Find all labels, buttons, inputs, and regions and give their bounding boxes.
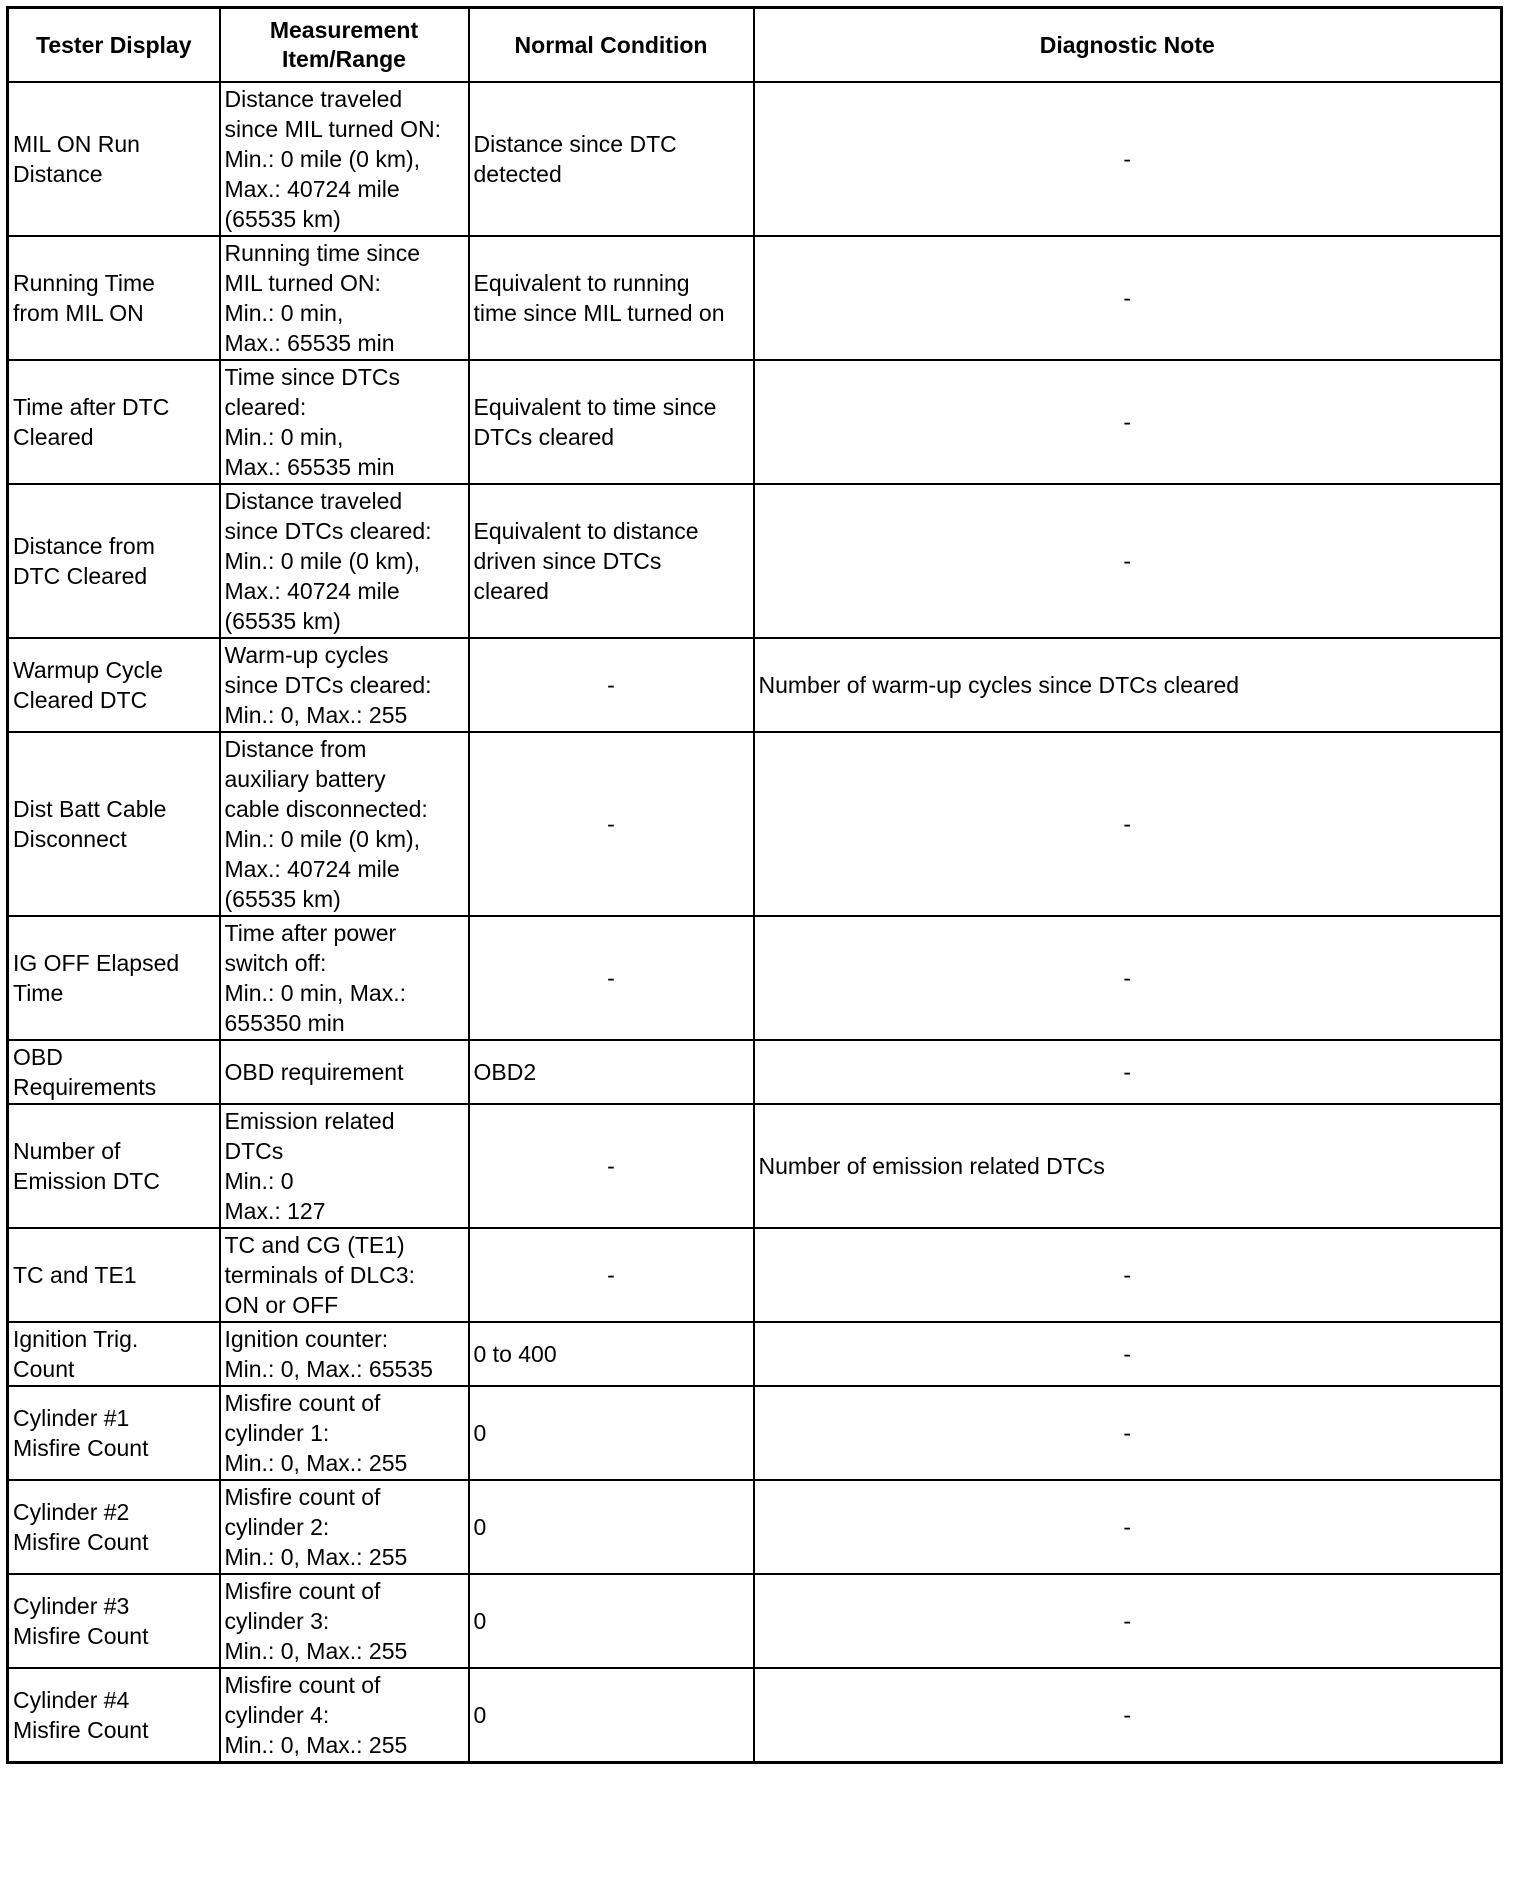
table-row bbox=[8, 1480, 1502, 1574]
measurement-item-cell: Running time since MIL turned ON: Min.: 0 min, Max.: 65535 min bbox=[220, 236, 469, 360]
diagnostic-note-cell: - bbox=[754, 1574, 1502, 1668]
measurement-item-cell: Warm-up cycles since DTCs cleared: Min.: 0, Max.: 255 bbox=[220, 638, 469, 732]
normal-condition-cell: - bbox=[469, 916, 754, 1040]
diagnostic-note-cell: - bbox=[754, 1228, 1502, 1322]
measurement-item-cell: Emission related DTCs Min.: 0 Max.: 127 bbox=[220, 1104, 469, 1228]
tester-display-cell: Cylinder #4 Misfire Count bbox=[8, 1668, 220, 1763]
tester-display-cell: Running Time from MIL ON bbox=[8, 236, 220, 360]
diagnostic-note-cell: - bbox=[754, 1480, 1502, 1574]
normal-condition-cell: 0 bbox=[469, 1386, 754, 1480]
diagnostic-note-cell: - bbox=[754, 732, 1502, 916]
normal-condition-cell: Equivalent to time since DTCs cleared bbox=[469, 360, 754, 484]
diagnostic-note-cell: Number of warm-up cycles since DTCs cleared bbox=[754, 638, 1502, 732]
table-row bbox=[8, 1040, 1502, 1104]
tester-display-cell: Number of Emission DTC bbox=[8, 1104, 220, 1228]
diagnostic-note-cell: - bbox=[754, 1322, 1502, 1386]
diagnostic-note-cell: - bbox=[754, 236, 1502, 360]
tester-display-cell: Time after DTC Cleared bbox=[8, 360, 220, 484]
normal-condition-cell: 0 bbox=[469, 1480, 754, 1574]
table-row bbox=[8, 236, 1502, 360]
tester-display-cell: Cylinder #1 Misfire Count bbox=[8, 1386, 220, 1480]
measurement-item-cell: Distance from auxiliary battery cable disconnected: Min.: 0 mile (0 km), Max.: 40724 mile (65535 km) bbox=[220, 732, 469, 916]
diagnostic-note-cell: - bbox=[754, 82, 1502, 236]
normal-condition-cell: - bbox=[469, 1228, 754, 1322]
diagnostic-note-cell: - bbox=[754, 1668, 1502, 1763]
header-diagnostic-note: Diagnostic Note bbox=[754, 8, 1502, 83]
normal-condition-cell: - bbox=[469, 638, 754, 732]
tester-display-cell: Warmup Cycle Cleared DTC bbox=[8, 638, 220, 732]
tester-display-cell: Distance from DTC Cleared bbox=[8, 484, 220, 638]
tester-display-cell: TC and TE1 bbox=[8, 1228, 220, 1322]
header-measurement-item: Measurement Item/Range bbox=[220, 8, 469, 83]
header-normal-condition: Normal Condition bbox=[469, 8, 754, 83]
normal-condition-cell: 0 bbox=[469, 1668, 754, 1763]
diagnostic-note-cell: - bbox=[754, 484, 1502, 638]
normal-condition-cell: OBD2 bbox=[469, 1040, 754, 1104]
table-row bbox=[8, 1104, 1502, 1228]
table-row bbox=[8, 82, 1502, 236]
table-row bbox=[8, 732, 1502, 916]
table-row bbox=[8, 1322, 1502, 1386]
tester-display-cell: Cylinder #3 Misfire Count bbox=[8, 1574, 220, 1668]
measurement-item-cell: Distance traveled since MIL turned ON: Min.: 0 mile (0 km), Max.: 40724 mile (65535 km) bbox=[220, 82, 469, 236]
normal-condition-cell: Distance since DTC detected bbox=[469, 82, 754, 236]
table-row bbox=[8, 1668, 1502, 1763]
table-row bbox=[8, 360, 1502, 484]
normal-condition-cell: - bbox=[469, 732, 754, 916]
tester-display-cell: Dist Batt Cable Disconnect bbox=[8, 732, 220, 916]
normal-condition-cell: Equivalent to distance driven since DTCs cleared bbox=[469, 484, 754, 638]
table-row bbox=[8, 638, 1502, 732]
diagnostic-note-cell: - bbox=[754, 1386, 1502, 1480]
measurement-item-cell: OBD requirement bbox=[220, 1040, 469, 1104]
normal-condition-cell: 0 bbox=[469, 1574, 754, 1668]
measurement-item-cell: Time since DTCs cleared: Min.: 0 min, Max.: 65535 min bbox=[220, 360, 469, 484]
table-row bbox=[8, 1228, 1502, 1322]
header-row bbox=[8, 8, 1502, 83]
measurement-item-cell: Time after power switch off: Min.: 0 min, Max.: 655350 min bbox=[220, 916, 469, 1040]
measurement-item-cell: Misfire count of cylinder 3: Min.: 0, Max.: 255 bbox=[220, 1574, 469, 1668]
tester-display-cell: MIL ON Run Distance bbox=[8, 82, 220, 236]
header-tester-display: Tester Display bbox=[8, 8, 220, 83]
table-row bbox=[8, 484, 1502, 638]
table-row bbox=[8, 916, 1502, 1040]
measurement-item-cell: Misfire count of cylinder 1: Min.: 0, Max.: 255 bbox=[220, 1386, 469, 1480]
diagnostic-note-cell: Number of emission related DTCs bbox=[754, 1104, 1502, 1228]
tester-display-cell: OBD Requirements bbox=[8, 1040, 220, 1104]
table-row bbox=[8, 1386, 1502, 1480]
measurement-item-cell: Distance traveled since DTCs cleared: Min.: 0 mile (0 km), Max.: 40724 mile (65535 km) bbox=[220, 484, 469, 638]
measurement-item-cell: Misfire count of cylinder 2: Min.: 0, Max.: 255 bbox=[220, 1480, 469, 1574]
tester-display-cell: IG OFF Elapsed Time bbox=[8, 916, 220, 1040]
normal-condition-cell: - bbox=[469, 1104, 754, 1228]
normal-condition-cell: 0 to 400 bbox=[469, 1322, 754, 1386]
measurement-item-cell: Misfire count of cylinder 4: Min.: 0, Max.: 255 bbox=[220, 1668, 469, 1763]
tester-display-cell: Cylinder #2 Misfire Count bbox=[8, 1480, 220, 1574]
tester-display-cell: Ignition Trig. Count bbox=[8, 1322, 220, 1386]
diagnostic-note-cell: - bbox=[754, 1040, 1502, 1104]
diagnostic-note-cell: - bbox=[754, 916, 1502, 1040]
measurement-item-cell: Ignition counter: Min.: 0, Max.: 65535 bbox=[220, 1322, 469, 1386]
normal-condition-cell: Equivalent to running time since MIL turned on bbox=[469, 236, 754, 360]
table-row bbox=[8, 1574, 1502, 1668]
diagnostic-note-cell: - bbox=[754, 360, 1502, 484]
measurement-item-cell: TC and CG (TE1) terminals of DLC3: ON or OFF bbox=[220, 1228, 469, 1322]
data-list-table bbox=[6, 6, 1503, 1764]
